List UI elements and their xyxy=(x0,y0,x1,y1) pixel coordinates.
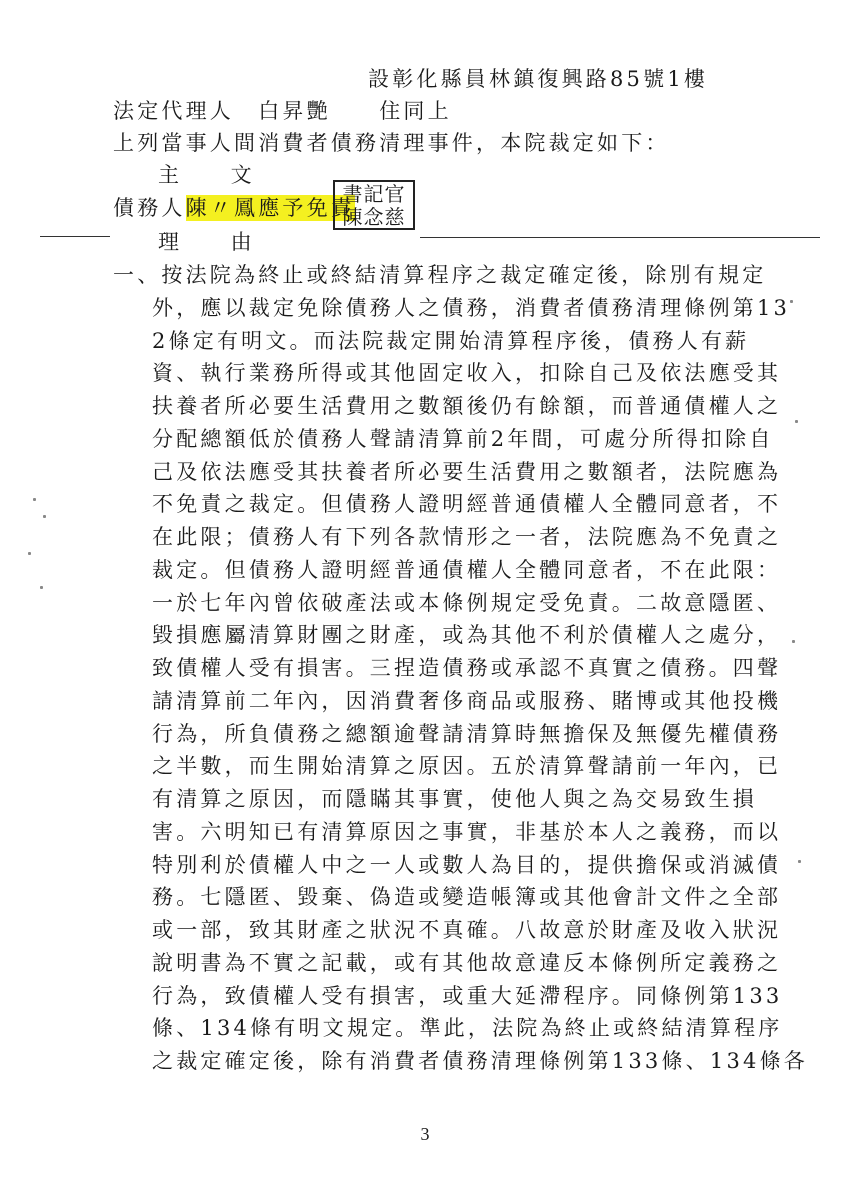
body-text-line: 一、按法院為終止或終結清算程序之裁定確定後，除別有規定 xyxy=(113,263,767,287)
body-text-line: 害。六明知已有清算原因之事實，非基於本人之義務，而以 xyxy=(152,820,782,844)
ruling-highlighted-text: 陳〃鳳應予免責 xyxy=(185,196,356,220)
scan-speck xyxy=(795,420,798,423)
address-line: 設彰化縣員林鎮復興路85號1樓 xyxy=(368,67,709,91)
body-text-line: 行為，所負債務之總額逾聲請清算時無擔保及無優先權債務 xyxy=(152,722,782,746)
body-text-line: 在此限；債務人有下列各款情形之一者，法院應為不免責之 xyxy=(152,525,782,549)
body-text-line: 務。七隱匿、毀棄、偽造或變造帳簿或其他會計文件之全部 xyxy=(152,885,782,909)
body-text-line: 致債權人受有損害。三捏造債務或承認不真實之債務。四聲 xyxy=(152,656,782,680)
seal-top-text: 書記官 xyxy=(342,182,406,206)
scan-speck xyxy=(790,300,793,303)
ruling-prefix: 債務人 xyxy=(113,196,186,220)
body-text-line: 之裁定確定後，除有消費者債務清理條例第133條、134條各 xyxy=(152,1049,808,1073)
body-text-line: 一於七年內曾依破產法或本條例規定受免責。二故意隱匿、 xyxy=(152,591,782,615)
page-number: 3 xyxy=(420,1124,430,1144)
scan-speck xyxy=(33,498,36,501)
body-text-line: 毀損應屬清算財團之財產，或為其他不利於債權人之處分， xyxy=(152,623,782,647)
body-text-line: 外，應以裁定免除債務人之債務，消費者債務清理條例第13 xyxy=(152,296,791,320)
body-text-line: 之半數，而生開始清算之原因。五於清算聲請前一年內，已 xyxy=(152,754,782,778)
body-text-line: 有清算之原因，而隱瞞其事實，使他人與之為交易致生損 xyxy=(152,787,757,811)
intro-line: 上列當事人間消費者債務清理事件，本院裁定如下： xyxy=(113,131,670,155)
scan-speck xyxy=(792,640,795,643)
body-text-line: 裁定。但債務人證明經普通債權人全體同意者，不在此限： xyxy=(152,558,782,582)
main-text-heading: 主 文 xyxy=(158,163,255,187)
body-text-line: 或一部，致其財產之狀況不真確。八故意於財產及收入狀況 xyxy=(152,918,782,942)
body-text-line: 分配總額低於債務人聲請清算前2年間，可處分所得扣除自 xyxy=(152,427,774,451)
scan-speck xyxy=(40,586,43,589)
body-text-line: 2條定有明文。而法院裁定開始清算程序後，債務人有薪 xyxy=(152,329,750,353)
body-text-line: 請清算前二年內，因消費奢侈商品或服務、賭博或其他投機 xyxy=(152,689,782,713)
body-text-line: 扶養者所必要生活費用之數額後仍有餘額，而普通債權人之 xyxy=(152,394,782,418)
scan-speck xyxy=(798,860,801,863)
reason-heading: 理 由 xyxy=(158,230,255,254)
body-text-line: 己及依法應受其扶養者所必要生活費用之數額者，法院應為 xyxy=(152,460,782,484)
body-text-line: 行為，致債權人受有損害，或重大延滯程序。同條例第133 xyxy=(152,984,783,1008)
right-scan-rule xyxy=(420,237,820,238)
body-text-line: 特別利於債權人中之一人或數人為目的，提供擔保或消滅債 xyxy=(152,853,782,877)
body-text-line: 不免責之裁定。但債務人證明經普通債權人全體同意者，不 xyxy=(152,492,782,516)
seal-bottom-text: 陳念慈 xyxy=(342,205,406,229)
body-text-line: 資、執行業務所得或其他固定收入，扣除自己及依法應受其 xyxy=(152,361,782,385)
scan-speck xyxy=(43,515,46,518)
body-text-line: 條、134條有明文規定。準此，法院為終止或終結清算程序 xyxy=(152,1016,783,1040)
clerk-seal-stamp xyxy=(333,180,415,230)
left-scan-rule xyxy=(40,236,110,237)
legal-representative-line: 法定代理人 白昇艷 住同上 xyxy=(113,99,452,123)
body-text-line: 說明書為不實之記載，或有其他故意違反本條例所定義務之 xyxy=(152,951,782,975)
ruling-line xyxy=(113,198,355,219)
scan-speck xyxy=(28,552,31,555)
